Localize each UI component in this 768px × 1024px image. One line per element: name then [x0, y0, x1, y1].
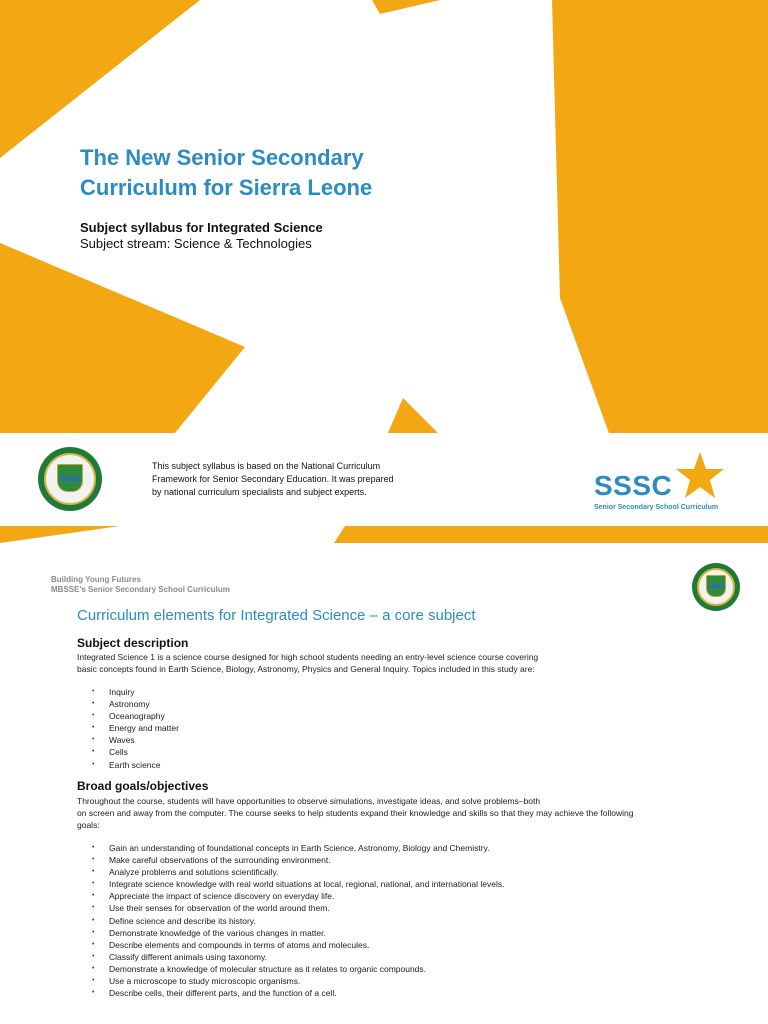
list-item: • Integrate science knowledge with real world situations at local, regional, national, and international levels. — [92, 878, 504, 890]
cover-stream: Subject stream: Science & Technologies — [80, 236, 312, 251]
paragraph-line: basic concepts found in Earth Science, Biology, Astronomy, Physics and General Inquiry. Topics included in this study are: — [77, 664, 535, 674]
coat-of-arms-seal-icon — [692, 563, 740, 611]
list-item: • Describe elements and compounds in terms of atoms and molecules. — [92, 939, 504, 951]
list-item: • Analyze problems and solutions scientifically. — [92, 866, 504, 878]
sssc-logo — [594, 450, 734, 520]
list-item: • Gain an understanding of foundational concepts in Earth Science, Astronomy, Biology and Chemistry. — [92, 842, 504, 854]
list-item: • Define science and describe its history. — [92, 915, 504, 927]
list-item: • Appreciate the impact of science discovery on everyday life. — [92, 890, 504, 902]
header-line: Building Young Futures — [51, 575, 141, 584]
paragraph-line: Throughout the course, students will have opportunities to observe simulations, investigate ideas, and solve problems–both — [77, 796, 541, 806]
list-item: • Waves — [92, 734, 179, 746]
list-item: • Oceanography — [92, 710, 179, 722]
list-item: • Energy and matter — [92, 722, 179, 734]
seal-band — [708, 585, 724, 588]
paragraph-line: Integrated Science 1 is a science course designed for high school students needing an entry-level science course covering — [77, 652, 539, 662]
list-item: • Use their senses for observation of the world around them. — [92, 902, 504, 914]
list-item: • Make careful observations of the surrounding environment. — [92, 854, 504, 866]
header-line: MBSSE's Senior Secondary School Curriculum — [51, 585, 230, 594]
syllabus-note-line: This subject syllabus is based on the National Curriculum — [152, 461, 381, 471]
topics-list — [92, 686, 179, 771]
cover-title-line: Curriculum for Sierra Leone — [80, 175, 373, 200]
cover-title-line: The New Senior Secondary — [80, 145, 364, 170]
list-item: • Demonstrate knowledge of the various changes in matter. — [92, 927, 504, 939]
seal-band — [60, 477, 80, 481]
star-icon — [674, 450, 726, 502]
list-item: • Demonstrate a knowledge of molecular structure as it relates to organic compounds. — [92, 963, 504, 975]
curriculum-page — [0, 543, 768, 1024]
goals-list — [92, 842, 504, 999]
syllabus-note-line: Framework for Senior Secondary Education. It was prepared — [152, 474, 394, 484]
page-header — [51, 575, 230, 595]
section-title: Curriculum elements for Integrated Science – a core subject — [77, 607, 476, 624]
coat-of-arms-seal-icon — [38, 447, 102, 511]
list-item: • Inquiry — [92, 686, 179, 698]
paragraph-line: on screen and away from the computer. The course seeks to help students expand their knowledge and skills so that they may achieve the following — [77, 808, 634, 818]
goals-intro-text — [77, 795, 717, 831]
cover-title — [80, 143, 480, 203]
list-item: • Astronomy — [92, 698, 179, 710]
list-item: • Describe cells, their different parts, and the function of a cell. — [92, 987, 504, 999]
sssc-wordmark: SSSC — [594, 470, 673, 501]
list-item: • Use a microscope to study microscopic organisms. — [92, 975, 504, 987]
subject-description-text — [77, 651, 697, 675]
list-item: • Classify different animals using taxonomy. — [92, 951, 504, 963]
list-item: • Cells — [92, 746, 179, 758]
sssc-tagline: Senior Secondary School Curriculum — [594, 504, 719, 511]
goals-heading: Broad goals/objectives — [77, 779, 209, 793]
subject-description-heading: Subject description — [77, 636, 189, 650]
cover-subject: Subject syllabus for Integrated Science — [80, 220, 323, 235]
paragraph-line: goals: — [77, 820, 100, 830]
syllabus-note — [152, 460, 412, 499]
list-item: • Earth science — [92, 759, 179, 771]
syllabus-note-line: by national curriculum specialists and subject experts. — [152, 487, 367, 497]
